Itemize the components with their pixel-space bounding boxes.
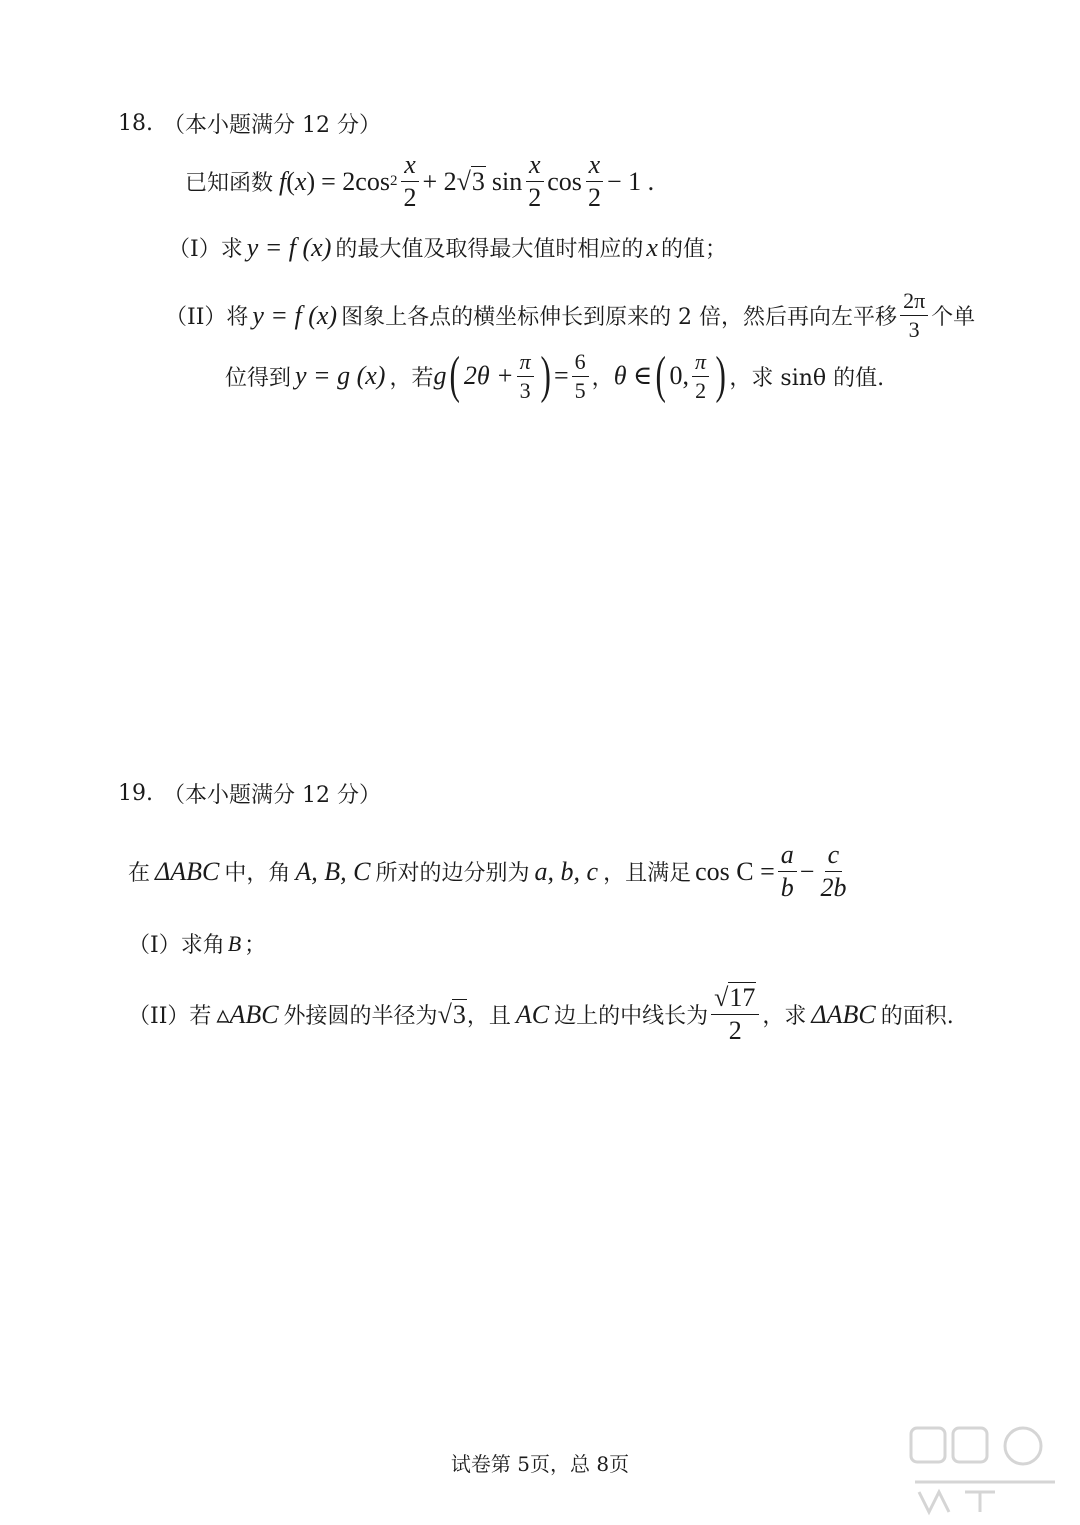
q18-part1 <box>168 232 727 263</box>
sqrt-3: 3 <box>471 167 485 196</box>
q19-part1-text: （I）求角 <box>128 933 225 958</box>
q19-part1 <box>128 928 266 959</box>
q19-statement <box>128 842 852 901</box>
q19-part2-a: （II）若 <box>128 1004 212 1029</box>
q18-part2-line1 <box>165 290 975 341</box>
frac-num: 2π <box>900 290 928 316</box>
part1-x: x <box>646 232 658 262</box>
frac-num: c <box>825 842 843 872</box>
frac-pi-3 <box>517 348 534 403</box>
theta-interval: θ ∈ ( 0, $\frac{\pi}{2}$ ) <box>613 347 726 404</box>
frac-x-2-b <box>525 152 544 211</box>
frac-pi-2 <box>692 348 709 403</box>
part2-expr: y = f (x) <box>252 300 338 330</box>
eq-2cos: = 2cos <box>321 166 390 196</box>
frac-den: 2 <box>728 1016 742 1045</box>
frac-num: x <box>526 152 544 182</box>
q19-part2-b: 外接圆的半径为 <box>283 1004 438 1029</box>
q18-header <box>118 108 381 139</box>
q19-header-text: （本小题满分 12 分） <box>163 783 381 808</box>
q19-part2-f: 的面积. <box>880 1004 954 1029</box>
sqrt3-expr: √3 <box>437 999 466 1029</box>
q18-function-definition <box>185 152 654 211</box>
angles: A, B, C <box>295 856 371 886</box>
frac-num: x <box>586 152 604 182</box>
frac-c-2b <box>817 842 849 901</box>
part2b-b: ，若 <box>389 365 434 391</box>
cos-text: cos <box>547 166 582 196</box>
g-of-expression: g ( 2θ + $\frac{\pi}{3}$ ) = $\frac{6}{5}$ <box>433 350 591 402</box>
frac-den: 3 <box>908 317 920 342</box>
minus-one: − 1 . <box>606 166 655 196</box>
f-symbol: f <box>279 166 287 196</box>
q19-header <box>118 778 381 809</box>
part1-end: 的值； <box>660 237 727 262</box>
page-footer: 试卷第 5页，总 8页 <box>450 1452 630 1476</box>
q18-part2-line2 <box>225 347 885 404</box>
cosC: cos C = <box>695 856 775 886</box>
stmt-b: 中，角 <box>224 861 291 886</box>
frac-x-2-c <box>585 152 604 211</box>
frac-den: 2 <box>528 183 542 212</box>
part1-prefix: （I）求 <box>168 237 243 262</box>
minus: − <box>799 856 815 886</box>
part2b-tail: ，求 sinθ 的值. <box>729 365 885 391</box>
frac-sqrt17-2: $\frac{√17}{2}$ <box>711 985 759 1044</box>
stmt-c: 所对的边分别为 <box>375 861 530 886</box>
plus-2: + 2 <box>422 166 457 196</box>
side-AC: AC <box>515 999 550 1029</box>
theta-in: θ ∈ <box>613 361 653 390</box>
frac-den: 5 <box>574 377 586 403</box>
frac-num: x <box>401 152 419 182</box>
stmt-a: 在 <box>128 861 151 886</box>
frac-x-2-a <box>400 152 419 211</box>
frac-den: 2b <box>820 873 847 902</box>
x-symbol: x <box>294 166 307 196</box>
part1-mid: 的最大值及取得最大值时相应的 <box>335 237 644 262</box>
triangle-abc: ΔABC <box>155 856 220 886</box>
frac-2pi-3 <box>900 290 928 341</box>
q19-part2-c: ，且 <box>466 1004 511 1029</box>
part2-mid: 图象上各点的横坐标伸长到原来的 2 倍，然后再向左平移 <box>341 305 898 330</box>
q19-part1-end: ； <box>244 933 267 958</box>
frac-den: 2 <box>587 183 601 212</box>
cosC-formula <box>695 842 852 901</box>
angle-B: B <box>227 930 242 956</box>
frac-6-5 <box>572 348 589 403</box>
sqrt-3: 3 <box>452 999 466 1029</box>
q19-part2 <box>128 985 954 1044</box>
q18-formula: f ( x ) = 2cos 2 $\frac{x}{2}$ + 2 √ 3 sin $\frac{x}{2}$ cos $\frac{x}{2}$ − 1 . <box>279 150 655 212</box>
q18-intro: 已知函数 <box>185 171 274 196</box>
frac-num: π <box>692 351 709 377</box>
q19-part2-d: 边上的中线长为 <box>554 1004 709 1029</box>
equals: = <box>554 361 569 390</box>
triangle-abc-small: ▵ABC <box>216 999 279 1029</box>
frac-den: 2 <box>695 377 707 403</box>
square-exp: 2 <box>389 173 398 189</box>
frac-den: b <box>780 873 794 902</box>
comma: ， <box>591 365 614 391</box>
sqrt-17: 17 <box>729 983 756 1012</box>
triangle-abc-2: ΔABC <box>811 999 876 1029</box>
q19-number: 19. <box>118 781 153 806</box>
part2-end: 个单 <box>931 305 976 330</box>
sin-text: sin <box>491 166 523 196</box>
q18-number: 18. <box>118 111 153 136</box>
frac-a-b <box>778 842 797 901</box>
q19-part2-e: ，求 <box>762 1004 807 1029</box>
part2b-expr: y = g (x) <box>295 361 386 390</box>
stmt-d: ，且满足 <box>603 861 692 886</box>
frac-num: 6 <box>572 351 589 377</box>
zero: 0, <box>669 361 690 390</box>
g-arg: 2θ + <box>463 361 514 390</box>
frac-den: 3 <box>519 377 531 403</box>
watermark-logo-icon <box>905 1420 1065 1520</box>
frac-num: a <box>778 842 797 872</box>
q18-header-text: （本小题满分 12 分） <box>163 113 381 138</box>
frac-den: 2 <box>403 183 417 212</box>
sides: a, b, c <box>534 856 599 886</box>
frac-num: π <box>517 351 534 377</box>
part2b-a: 位得到 <box>225 365 292 391</box>
part1-expr: y = f (x) <box>246 232 332 262</box>
g-symbol: g <box>433 361 447 390</box>
part2-prefix: （II）将 <box>165 305 249 330</box>
